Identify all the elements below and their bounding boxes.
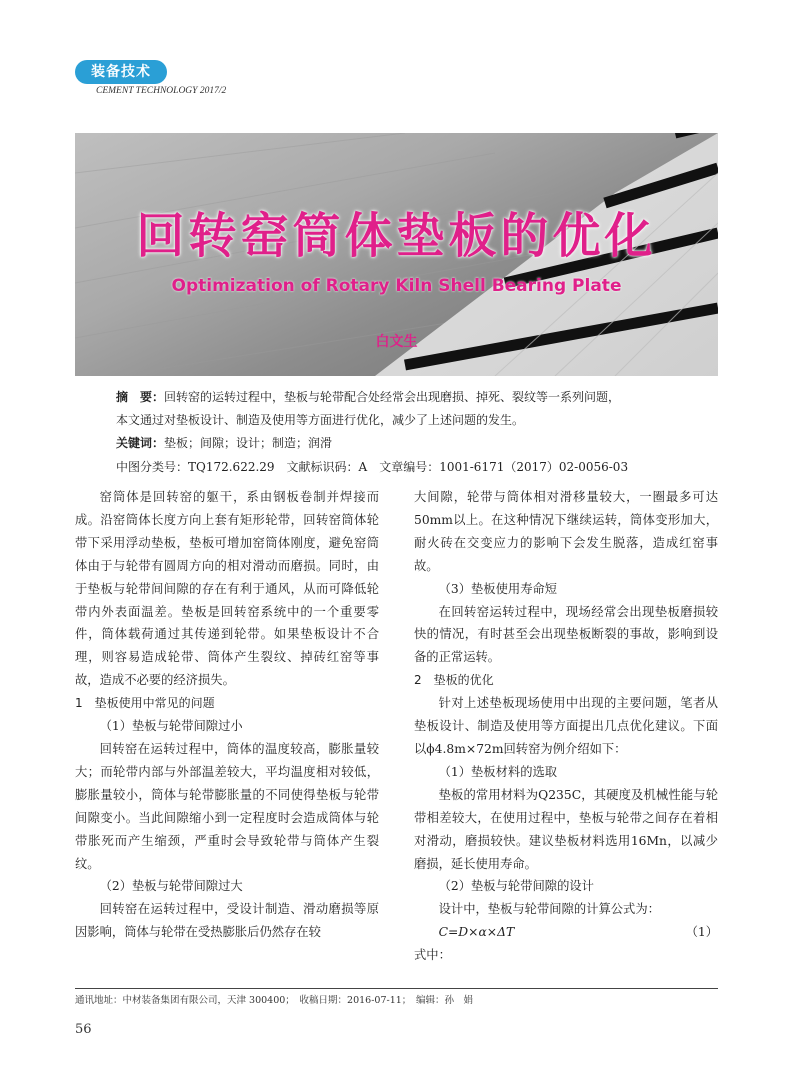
keywords-label: 关键词： [116,436,165,450]
abstract-text-1: 回转窑的运转过程中，垫板与轮带配合处经常会出现磨损、掉死、裂纹等一系列问题， [164,390,621,404]
formula-number: （1） [685,925,718,940]
section-2-heading: 2 垫板的优化 [414,673,494,688]
right-column [414,486,718,967]
journal-header: CEMENT TECHNOLOGY 2017/2 [96,86,227,96]
classification-line: 中图分类号：TQ172.622.29 文献标识码：A 文章编号：1001-6171（2017）02-0056-03 [116,460,629,474]
keywords-text: 垫板；间隙；设计；制造；润滑 [164,436,333,450]
abstract-line-1 [116,386,712,408]
section-1-heading: 1 垫板使用中常见的问题 [75,696,215,711]
article-title-english: Optimization of Rotary Kiln Shell Bearing Plate [171,276,622,296]
where-label: 式中： [414,948,451,963]
subsection-1-1-paragraph: 回转窑在运转过程中，筒体的温度较高，膨胀量较大；而轮带内部与外部温差较大，平均温度相对较低，膨胀量较小，筒体与轮带膨胀量的不同使得垫板与轮带间隙变小。当此间隙缩小到一定程度时会造成筒体与轮带胀死而产生缩颈，严重时会导致轮带与筒体产生裂纹。 [75,741,379,871]
title-banner [75,133,718,376]
subsection-1-2-paragraph: 回转窑在运转过程中，受设计制造、滑动磨损等原因影响，筒体与轮带在受热膨胀后仍然存在较 [75,902,379,940]
abstract-label: 摘 要： [116,390,165,404]
abstract-line-2: 本文通过对垫板设计、制造及使用等方面进行优化，减少了上述问题的发生。 [116,413,525,427]
footer-divider [75,988,718,989]
section-2-intro: 针对上述垫板现场使用中出现的主要问题，笔者从垫板设计、制造及使用等方面提出几点优化建议。下面以ϕ4.8m×72m回转窑为例介绍如下： [414,696,718,756]
subsection-1-1-heading: （1）垫板与轮带间隙过小 [99,719,243,734]
subsection-1-3-paragraph: 在回转窑运转过程中，现场经常会出现垫板磨损较快的情况，有时甚至会出现垫板断裂的事故，影响到设备的正常运转。 [414,604,718,665]
subsection-1-3-heading: （3）垫板使用寿命短 [438,581,558,596]
subsection-1-2-heading: （2）垫板与轮带间隙过大 [99,879,243,894]
author-name: 白文生 [375,334,418,350]
continued-paragraph: 大间隙，轮带与筒体相对滑移量较大，一圈最多可达50mm以上。在这种情况下继续运转，筒体变形加大，耐火砖在交变应力的影响下会发生脱落，造成红窑事故。 [414,490,718,573]
formula-intro: 设计中，垫板与轮带间隙的计算公式为： [438,902,660,917]
formula [414,921,718,944]
section-badge: 装备技术 [75,60,167,84]
subsection-2-1-heading: （1）垫板材料的选取 [438,764,558,779]
article-title: 回转窑筒体垫板的优化 [136,208,657,264]
formula-expression: C=D×α×ΔT [438,925,515,940]
page-number: 56 [75,1022,92,1037]
subsection-2-2-heading: （2）垫板与轮带间隙的设计 [438,879,594,894]
footer-note: 通讯地址：中材装备集团有限公司，天津 300400； 收稿日期：2016-07-11； 编辑：孙 娟 [75,995,474,1006]
intro-paragraph: 窑筒体是回转窑的躯干，系由钢板卷制并焊接而成。沿窑筒体长度方向上套有矩形轮带，回转窑筒体轮带下采用浮动垫板，垫板可增加窑筒体刚度，避免窑筒体由于与轮带有圆周方向的相对滑动而磨损。同时，由于垫板与轮带间间隙的存在有利于通风，从而可降低轮带内外表面温差。垫板是回转窑系统中的一个重要零件，筒体载荷通过其传递到轮带。如果垫板设计不合理，则容易造成轮带、筒体产生裂纹、掉砖红窑等事故，造成不必要的经济损失。 [75,490,379,688]
subsection-2-1-paragraph: 垫板的常用材料为Q235C，其硬度及机械性能与轮带相差较大，在使用过程中，垫板与轮带之间存在着相对滑动，磨损较快。建议垫板材料选用16Mn，以减少磨损，延长使用寿命。 [414,787,718,871]
left-column [75,486,379,944]
keywords-line [116,432,712,454]
